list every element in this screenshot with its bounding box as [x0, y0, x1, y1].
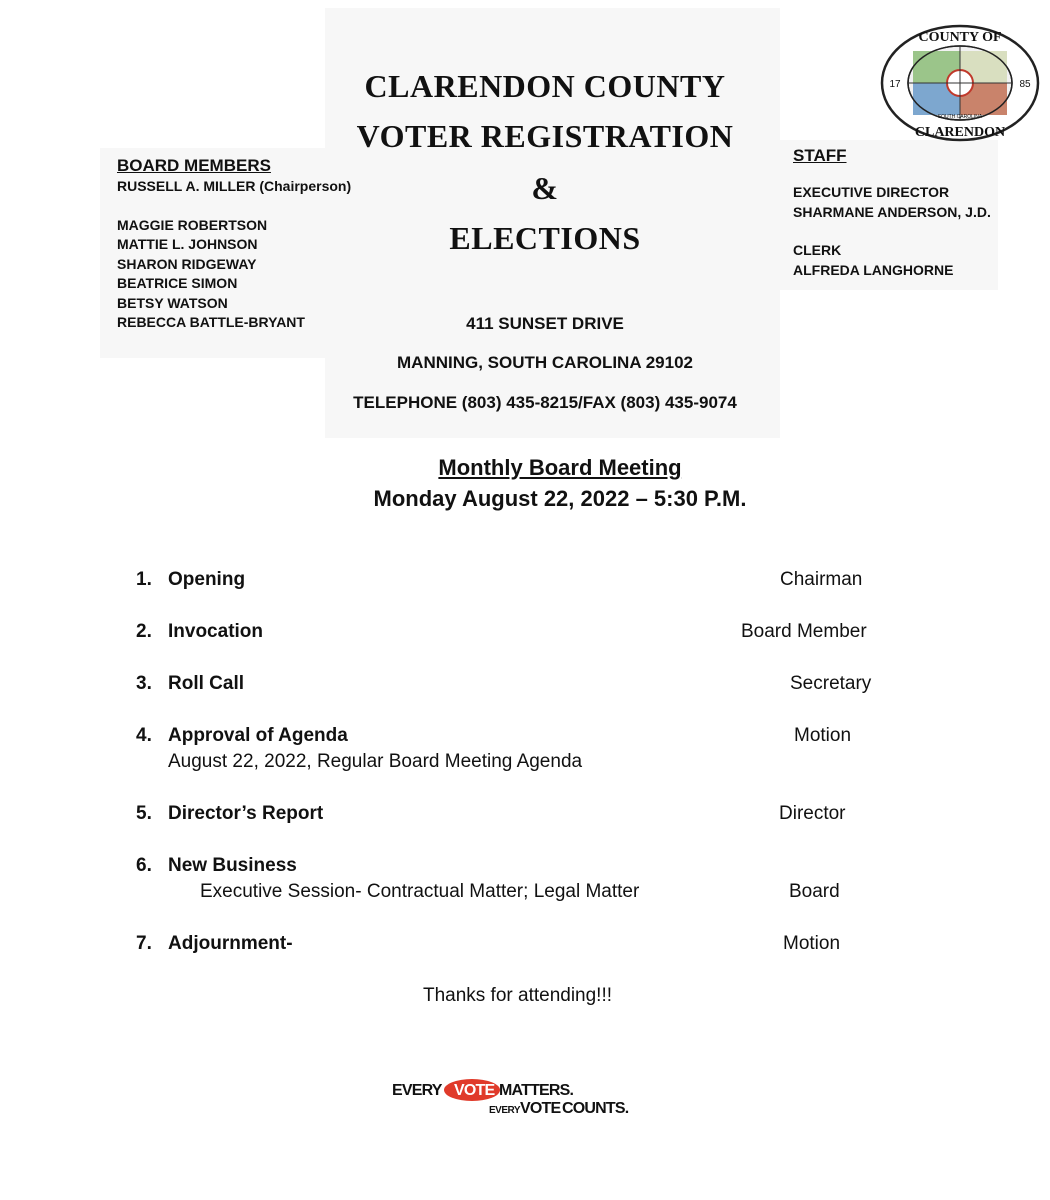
- staff-director-name: SHARMANE ANDERSON, J.D.: [793, 203, 991, 220]
- vote-logo-icon: [392, 1076, 672, 1120]
- agenda-role: Chairman: [780, 569, 863, 590]
- agenda-number: 3.: [136, 673, 152, 694]
- agenda-title: Director’s Report: [168, 803, 324, 824]
- staff-clerk-name: ALFREDA LANGHORNE: [793, 261, 954, 278]
- logo-vote-2: VOTE: [520, 1100, 561, 1117]
- agenda-title: Opening: [168, 569, 246, 590]
- board-member: MATTIE L. JOHNSON: [117, 236, 258, 252]
- agenda-number: 6.: [136, 855, 152, 876]
- agenda-title: Approval of Agenda: [168, 725, 348, 746]
- title-line-3: &: [531, 170, 559, 206]
- city-state: MANNING, SOUTH CAROLINA 29102: [397, 353, 693, 372]
- staff-heading: STAFF: [793, 146, 847, 165]
- logo-matters: MATTERS.: [499, 1082, 574, 1099]
- logo-counts: COUNTS.: [562, 1100, 629, 1117]
- phone-fax: TELEPHONE (803) 435-8215/FAX (803) 435-9074: [353, 393, 737, 412]
- address: 411 SUNSET DRIVE: [466, 314, 624, 333]
- title-line-1: CLARENDON COUNTY: [364, 68, 726, 104]
- agenda-title: Adjournment-: [168, 933, 293, 954]
- logo-every-1: EVERY: [392, 1082, 442, 1099]
- board-member: MAGGIE ROBERTSON: [117, 216, 268, 233]
- every-vote-matters-logo: [392, 1076, 672, 1120]
- seal-inner-text: SOUTH CAROLINA: [937, 114, 983, 120]
- agenda-number: 7.: [136, 933, 152, 954]
- board-member: REBECCA BATTLE-BRYANT: [117, 314, 305, 330]
- board-heading: BOARD MEMBERS: [117, 156, 271, 175]
- agenda-title: Invocation: [168, 621, 264, 642]
- title-line-4: ELECTIONS: [449, 220, 641, 256]
- agenda-number: 1.: [136, 569, 152, 590]
- agenda-role: Motion: [783, 933, 841, 954]
- board-members: [117, 156, 352, 333]
- seal-left-number: 17: [889, 79, 901, 90]
- seal-icon: [880, 24, 1040, 142]
- seal-right-number: 85: [1019, 79, 1031, 90]
- county-seal: [880, 24, 1040, 142]
- title-line-2: VOTER REGISTRATION: [356, 118, 734, 154]
- agenda-role: Board: [789, 881, 840, 902]
- agenda-subtext: Executive Session- Contractual Matter; Legal Matter: [200, 881, 640, 902]
- seal-bottom-text: CLARENDON: [914, 125, 1006, 140]
- agenda-subtext: August 22, 2022, Regular Board Meeting Agenda: [168, 751, 583, 772]
- agenda-number: 5.: [136, 803, 152, 824]
- logo-every-2: EVERY: [489, 1105, 521, 1116]
- agenda-title: Roll Call: [168, 673, 245, 694]
- staff: [793, 146, 993, 280]
- board-member: BEATRICE SIMON: [117, 275, 238, 291]
- staff-clerk-title: CLERK: [793, 242, 842, 258]
- agenda-number: 4.: [136, 725, 152, 746]
- board-member: SHARON RIDGEWAY: [117, 255, 257, 272]
- agenda-number: 2.: [136, 621, 152, 642]
- agenda-role: Secretary: [790, 673, 872, 694]
- closing-text: Thanks for attending!!!: [422, 985, 613, 1006]
- agenda-role: Board Member: [741, 621, 867, 642]
- agenda-role: Motion: [794, 725, 852, 746]
- seal-top-text: COUNTY OF: [918, 30, 1002, 45]
- staff-director-title: EXECUTIVE DIRECTOR: [793, 184, 950, 200]
- meeting-datetime: Monday August 22, 2022 – 5:30 P.M.: [373, 486, 747, 511]
- logo-vote-1: VOTE: [454, 1082, 495, 1099]
- meeting-title: Monthly Board Meeting: [438, 455, 682, 480]
- agenda-title: New Business: [168, 855, 297, 876]
- agenda-role: Director: [779, 803, 846, 824]
- board-member: BETSY WATSON: [117, 294, 228, 311]
- board-chair: RUSSELL A. MILLER (Chairperson): [117, 178, 352, 194]
